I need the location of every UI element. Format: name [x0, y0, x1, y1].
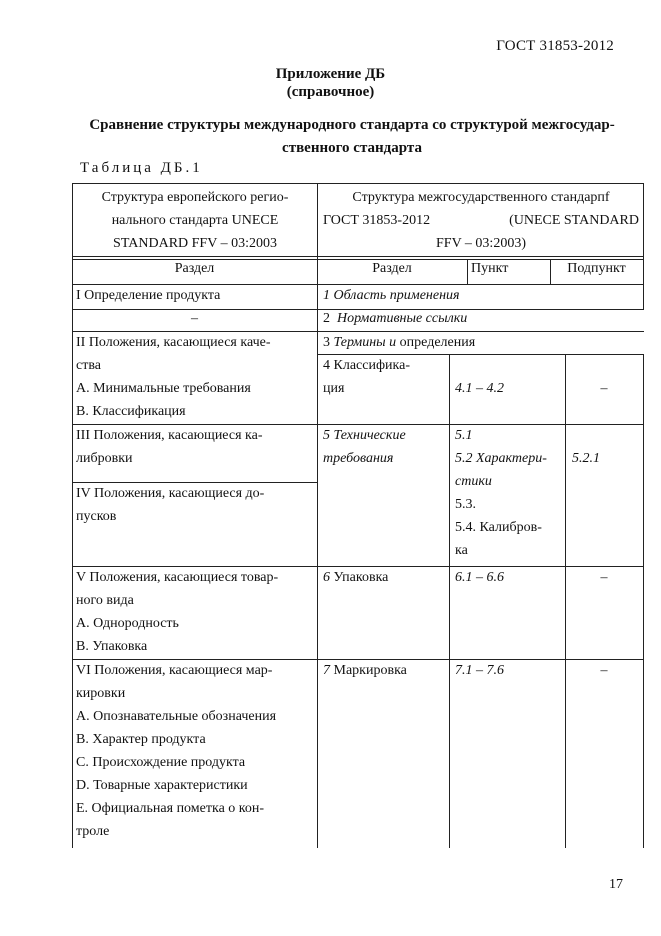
row2-left: –: [191, 311, 198, 326]
row1-left: I Определение продукта: [76, 288, 221, 303]
appendix-heading: [0, 65, 661, 101]
row4-podpunkt: –: [600, 381, 608, 396]
row3-right-italic: и: [389, 335, 397, 350]
row3-right: [323, 331, 475, 354]
row3-left-line: А. Минимальные требования: [76, 381, 251, 396]
row7-left: [76, 659, 314, 843]
row7-razdel-num: 7: [323, 663, 330, 678]
header-right-standard: (UNECE STANDARD: [509, 213, 639, 228]
row6-razdel-text: Упаковка: [333, 570, 389, 585]
row5-left: [76, 424, 314, 470]
table-divider: [317, 183, 318, 848]
subheader-punkt: Пункт: [471, 261, 509, 276]
row4-razdel-line: 4 Классифика-: [323, 358, 410, 373]
row5-punkt-line: 5.3.: [455, 497, 476, 512]
header-left-line: STANDARD FFV – 03:2003: [113, 236, 277, 251]
row7-left-line: А. Опознавательные обозначения: [76, 709, 277, 724]
row5-punkt: [455, 424, 563, 562]
row2-right-text: Нормативные ссылки: [337, 311, 468, 326]
row5b-left: [76, 482, 314, 528]
table-divider: [467, 259, 468, 284]
row5-razdel: [323, 424, 447, 470]
row6-punkt: 6.1 – 6.6: [455, 570, 504, 585]
row2-right-num: 2: [323, 311, 330, 326]
row6-razdel: [323, 566, 388, 589]
row7-left-line: VI Положения, касающиеся мар-: [76, 663, 273, 678]
row3-left-line: II Положения, касающиеся каче-: [76, 335, 271, 350]
row3-left: [76, 331, 314, 423]
row7-left-line: Е. Официальная пометка о кон-: [76, 801, 265, 816]
row7-podpunkt: –: [600, 663, 608, 678]
header-right-line: FFV – 03:2003): [436, 236, 526, 251]
row7-left-line: В. Характер продукта: [76, 732, 206, 747]
appendix-title: Приложение ДБ: [275, 66, 386, 82]
document-code: ГОСТ 31853-2012: [496, 38, 614, 54]
table-divider: [565, 354, 566, 848]
header-left-line: нального стандарта UNECE: [111, 213, 279, 228]
subheader-razdel: Раздел: [372, 261, 412, 276]
comparison-title: [72, 114, 632, 160]
row7-razdel-text: Маркировка: [333, 663, 407, 678]
table-border-left: [72, 183, 73, 848]
row7-left-line: троле: [76, 824, 110, 839]
row5-left-line: III Положения, касающиеся ка-: [76, 428, 263, 443]
row7-left-line: С. Происхождение продукта: [76, 755, 246, 770]
table-border-right: [643, 354, 644, 848]
row5-left-line: либровки: [76, 451, 133, 466]
row7-punkt: 7.1 – 7.6: [455, 663, 504, 678]
table-border-top: [72, 183, 644, 184]
row5-podpunkt: 5.2.1: [572, 451, 600, 466]
header-left: [76, 186, 314, 255]
row3-left-line: ства: [76, 358, 101, 373]
row6-podpunkt: –: [600, 570, 608, 585]
header-right-line: Структура межгосударственного стандарпf: [352, 190, 610, 205]
row6-left-line: V Положения, касающиеся товар-: [76, 570, 279, 585]
row5-punkt-line: ка: [455, 543, 468, 558]
row3-left-line: В. Классификация: [76, 404, 186, 419]
row4-punkt: 4.1 – 4.2: [455, 381, 504, 396]
row3-right-text: определения: [399, 335, 476, 350]
row5-punkt-line: 5.1: [455, 428, 473, 443]
row5-razdel-line: 5 Технические: [323, 428, 406, 443]
row5b-left-line: IV Положения, касающиеся до-: [76, 486, 265, 501]
row7-razdel: [323, 659, 407, 682]
comparison-title-line2: ственного стандарта: [282, 140, 422, 156]
row5-razdel-line: требования: [323, 451, 394, 466]
row3-right-italic: Термины: [333, 335, 386, 350]
row6-left: [76, 566, 314, 658]
header-right: [323, 186, 639, 255]
header-right-line: [323, 209, 639, 232]
row6-left-line: В. Упаковка: [76, 639, 148, 654]
row4-razdel: [323, 354, 447, 400]
comparison-table: [72, 183, 644, 848]
row6-left-line: А. Однородность: [76, 616, 179, 631]
row4-razdel-line: ция: [323, 381, 345, 396]
row6-left-line: ного вида: [76, 593, 134, 608]
row1-right: 1 Область применения: [323, 288, 460, 303]
header-left-line: Структура европейского регио-: [101, 190, 289, 205]
table-rule: [72, 256, 644, 257]
header-right-code: ГОСТ 31853-2012: [323, 213, 431, 228]
page-number: 17: [609, 877, 623, 892]
row2-right: [323, 309, 467, 329]
row5b-left-line: пусков: [76, 509, 117, 524]
subheader-left: Раздел: [174, 261, 215, 276]
row7-left-line: D. Товарные характеристики: [76, 778, 248, 793]
appendix-subtitle: (справочное): [286, 84, 375, 100]
row5-punkt-line: стики: [455, 474, 492, 489]
table-divider: [449, 354, 450, 848]
row5-punkt-line: 5.4. Калибров-: [455, 520, 542, 535]
row5-punkt-line: 5.2 Характери-: [455, 451, 547, 466]
row7-left-line: кировки: [76, 686, 126, 701]
table-label: Таблица ДБ.1: [80, 160, 203, 176]
row3-right-num: 3: [323, 335, 330, 350]
row6-razdel-num: 6: [323, 570, 330, 585]
subheader-podpunkt: Подпункт: [567, 261, 626, 276]
comparison-title-line1: Сравнение структуры международного стандарта со структурой межгосудар-: [89, 117, 615, 133]
table-border-right: [643, 183, 644, 309]
